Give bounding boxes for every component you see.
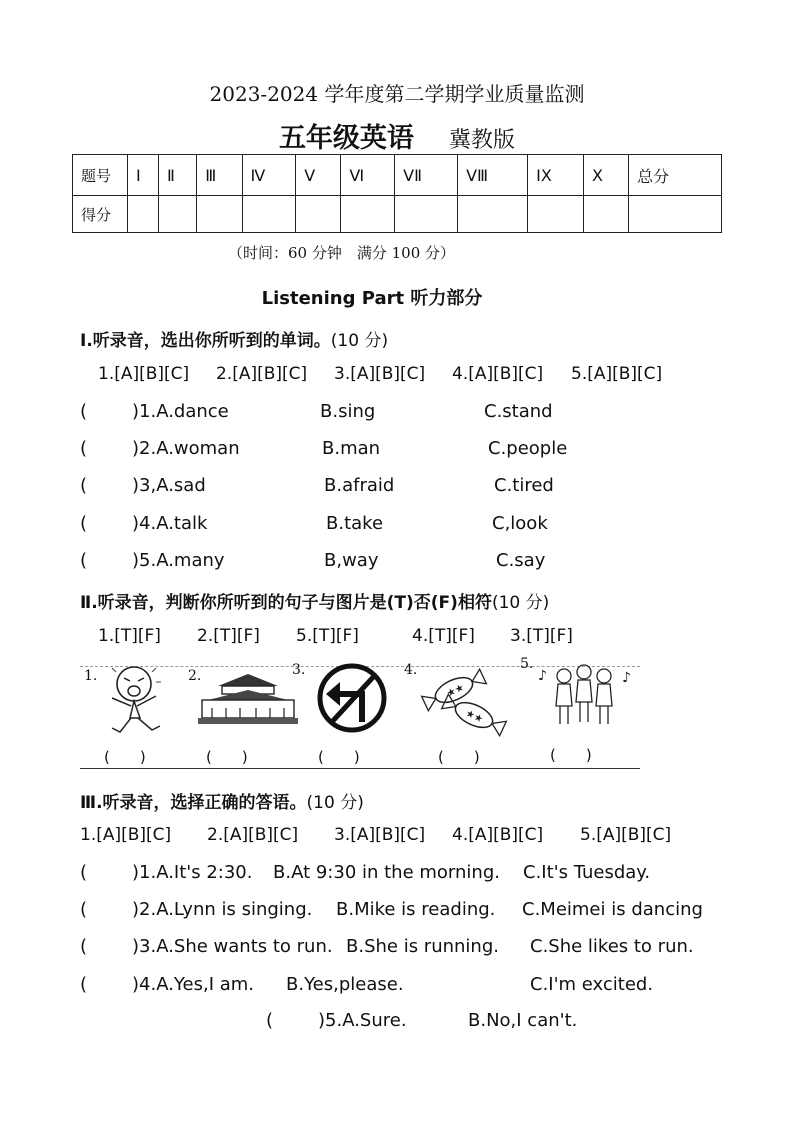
question-row: [0, 862, 794, 888]
score-col-3: Ⅲ: [197, 155, 242, 196]
score-cell[interactable]: [629, 196, 722, 233]
score-table: [72, 154, 722, 233]
score-cell[interactable]: [341, 196, 395, 233]
answer-paren[interactable]: (: [80, 550, 88, 571]
score-cell[interactable]: [395, 196, 458, 233]
section1-title: [80, 326, 388, 351]
answer-choice[interactable]: 3.[A][B][C]: [334, 825, 426, 845]
score-col-1: I: [128, 155, 159, 196]
question-row: [0, 899, 794, 925]
time-info: （时间：60 分钟 满分 100 分）: [228, 244, 456, 262]
option-c: C.Meimei is dancing: [522, 899, 703, 920]
score-col-5: V: [296, 155, 341, 196]
answer-choice[interactable]: 4.[A][B][C]: [452, 364, 544, 384]
answer-paren[interactable]: (: [80, 513, 88, 534]
section2-answer-row: [0, 626, 794, 650]
picture-answer-paren[interactable]: ( ): [438, 748, 480, 766]
score-col-4: Ⅳ: [242, 155, 296, 196]
subject-title: 五年级英语: [278, 123, 414, 154]
score-col-total: 总分: [629, 155, 722, 196]
section2-title: [80, 588, 549, 613]
exam-subtitle: [0, 116, 794, 155]
score-cell[interactable]: [197, 196, 242, 233]
picture-number: 5.: [520, 656, 534, 672]
answer-paren[interactable]: (: [80, 899, 88, 920]
option-a: )5.A.many: [132, 550, 225, 571]
singing-girls-picture: [534, 660, 634, 740]
answer-choice[interactable]: 1.[T][F]: [98, 626, 161, 646]
section2-points: (10 分): [491, 593, 550, 613]
section3-points: (10 分): [306, 793, 364, 813]
option-b: B.Mike is reading.: [336, 899, 496, 920]
option-a: )3,A.sad: [132, 475, 206, 496]
option-c: C.I'm excited.: [530, 974, 654, 995]
edition-label: 冀教版: [449, 128, 516, 153]
score-cell[interactable]: [242, 196, 296, 233]
answer-choice[interactable]: 5.[A][B][C]: [571, 364, 663, 384]
score-col-7: VⅡ: [395, 155, 458, 196]
answer-choice[interactable]: 1.[A][B][C]: [98, 364, 190, 384]
option-a: )4.A.Yes,I am.: [132, 974, 255, 995]
answer-choice[interactable]: 2.[A][B][C]: [216, 364, 308, 384]
answer-paren[interactable]: (: [80, 974, 88, 995]
option-c: C.say: [496, 550, 546, 571]
question-row: [0, 513, 794, 539]
answer-choice[interactable]: 1.[A][B][C]: [80, 825, 172, 845]
picture-number: 2.: [188, 668, 202, 684]
option-a: )1.A.It's 2:30.: [132, 862, 253, 883]
option-c: C.It's Tuesday.: [523, 862, 651, 883]
answer-choice[interactable]: 4.[A][B][C]: [452, 825, 544, 845]
answer-choice[interactable]: 2.[T][F]: [197, 626, 260, 646]
option-b: B.take: [326, 513, 384, 534]
picture-strip-divider: [80, 768, 640, 769]
answer-choice[interactable]: 3.[T][F]: [510, 626, 573, 646]
score-cell[interactable]: [128, 196, 159, 233]
score-cell[interactable]: [159, 196, 197, 233]
exam-title: 2023-2024 学年度第二学期学业质量监测: [209, 82, 585, 106]
option-b: B.sing: [320, 401, 376, 422]
question-row: [0, 1010, 794, 1036]
option-a: )5.A.Sure.: [318, 1010, 407, 1031]
candies-picture: [414, 660, 514, 740]
option-b: B,way: [324, 550, 379, 571]
svg-text:♪: ♪: [538, 668, 547, 684]
option-a: )1.A.dance: [132, 401, 229, 422]
no-left-turn-sign-icon: [304, 660, 404, 740]
picture-answer-paren[interactable]: ( ): [550, 746, 592, 764]
score-col-2: Ⅱ: [159, 155, 197, 196]
option-a: )2.A.Lynn is singing.: [132, 899, 313, 920]
answer-choice[interactable]: 5.[T][F]: [296, 626, 359, 646]
question-row: [0, 475, 794, 501]
answer-paren[interactable]: (: [80, 438, 88, 459]
option-b: B.At 9:30 in the morning.: [273, 862, 500, 883]
question-number-label: 题号: [73, 155, 128, 196]
score-table-header-row: [73, 155, 722, 196]
option-b: B.afraid: [324, 475, 395, 496]
option-c: C.people: [488, 438, 568, 459]
picture-number: 3.: [292, 662, 306, 678]
answer-choice[interactable]: 5.[A][B][C]: [580, 825, 672, 845]
answer-paren[interactable]: (: [80, 401, 88, 422]
option-b: B.man: [322, 438, 381, 459]
picture-number: 4.: [404, 662, 418, 678]
section3-answer-row: [0, 825, 794, 849]
picture-number: 1.: [84, 668, 98, 684]
option-b: B.No,I can't.: [468, 1010, 578, 1031]
score-cell[interactable]: [296, 196, 341, 233]
score-label: 得分: [73, 196, 128, 233]
section1-points: (10 分): [330, 331, 389, 351]
option-a: )3.A.She wants to run.: [132, 936, 333, 957]
svg-text:★★: ★★: [445, 682, 466, 700]
question-row: [0, 936, 794, 962]
score-cell[interactable]: [583, 196, 628, 233]
score-cell[interactable]: [528, 196, 584, 233]
answer-choice[interactable]: 3.[A][B][C]: [334, 364, 426, 384]
option-c: C,look: [492, 513, 548, 534]
answer-paren[interactable]: (: [266, 1010, 274, 1031]
score-col-9: IX: [528, 155, 584, 196]
score-table-score-row: [73, 196, 722, 233]
question-row: [0, 401, 794, 427]
option-a: )2.A.woman: [132, 438, 240, 459]
answer-paren[interactable]: (: [80, 475, 88, 496]
score-col-6: Ⅵ: [341, 155, 395, 196]
crying-child-picture: [94, 660, 194, 740]
section1-answer-row: [0, 364, 794, 388]
option-c: C.stand: [484, 401, 553, 422]
part-title: Listening Part 听力部分: [261, 288, 483, 309]
picture-answer-paren[interactable]: ( ): [206, 748, 248, 766]
answer-paren[interactable]: (: [80, 862, 88, 883]
section1-title-text: I.听录音，选出你所听到的单词。: [80, 331, 331, 351]
option-a: )4.A.talk: [132, 513, 208, 534]
picture-answer-paren[interactable]: ( ): [318, 748, 360, 766]
answer-paren[interactable]: (: [80, 936, 88, 957]
svg-text:♪: ♪: [622, 670, 631, 686]
svg-text:★★: ★★: [463, 707, 485, 726]
tiananmen-picture: [198, 660, 298, 740]
answer-choice[interactable]: 4.[T][F]: [412, 626, 475, 646]
score-col-10: X: [583, 155, 628, 196]
picture-answer-paren[interactable]: ( ): [104, 748, 146, 766]
section3-title: [80, 788, 364, 813]
score-cell[interactable]: [458, 196, 528, 233]
option-c: C.She likes to run.: [530, 936, 694, 957]
question-row: [0, 438, 794, 464]
section2-title-text: Ⅱ.听录音，判断你所听到的句子与图片是(T)否(F)相符: [80, 593, 492, 613]
question-row: [0, 974, 794, 1000]
option-b: B.She is running.: [346, 936, 499, 957]
option-c: C.tired: [494, 475, 554, 496]
question-row: [0, 550, 794, 576]
option-b: B.Yes,please.: [286, 974, 404, 995]
score-col-8: VⅢ: [458, 155, 528, 196]
answer-choice[interactable]: 2.[A][B][C]: [207, 825, 299, 845]
section3-title-text: Ⅲ.听录音，选择正确的答语。: [80, 793, 307, 813]
